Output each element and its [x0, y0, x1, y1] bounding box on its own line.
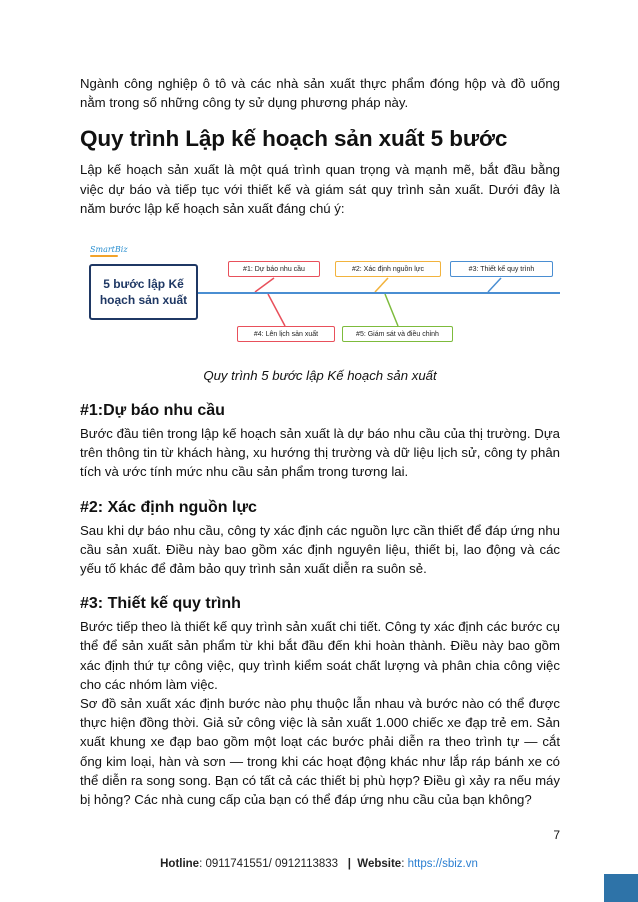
footer-hotline-value: : 0911741551/ 0912113833: [199, 858, 339, 870]
footer-website-link[interactable]: https://sbiz.vn: [407, 858, 478, 870]
footer-hotline-label: Hotline: [160, 858, 200, 870]
section-2-paragraph: Sau khi dự báo nhu cầu, công ty xác định các nguồn lực cần thiết để đáp ứng nhu cầu sản xuất. Điều này bao gồm xác định nguyên liệu, thiết bị, lao động và các yếu tố khác để đảm bảo quy trình sản xuất diễn ra suôn sẻ.: [80, 522, 560, 577]
process-diagram: [80, 241, 560, 347]
figure-caption: Quy trình 5 bước lập Kế hoạch sản xuất: [203, 368, 437, 384]
page-number: 7: [553, 828, 560, 842]
connector-3: [488, 278, 501, 292]
brand-logo: SmartBiz: [90, 245, 128, 255]
intro-paragraph: Ngành công nghiệp ô tô và các nhà sản xuất thực phẩm đóng hộp và đồ uống nằm trong số những công ty sử dụng phương pháp này.: [80, 76, 560, 111]
section-1-paragraph: Bước đầu tiên trong lập kế hoạch sản xuất là dự báo nhu cầu của thị trường. Dựa trên thông tin từ khách hàng, xu hướng thị trường và dữ liệu lịch sử, công ty phân tích và ước tính mức nhu cầu sản phẩm trong tương lai.: [80, 426, 560, 480]
section-3-paragraph-2: Sơ đồ sản xuất xác định bước nào phụ thuộc lẫn nhau và bước nào có thể được thực hiện đồng thời. Giả sử công việc là sản xuất 1.000 chiếc xe đạp trẻ em. Sản xuất khung xe đạp bao gồm một loạt các bước phải diễn ra theo trình tự — cắt ống kim loại, hàn và sơn — trong khi các hoạt động khác như lắp ráp bánh xe có thể diễn ra song song. Bạn có tất cả các thiết bị phù hợp? Điều gì xảy ra nếu máy bị hỏng? Các nhà cung cấp của bạn có thể đáp ứng nhu cầu của bạn không?: [80, 696, 560, 808]
section-3-heading: #3: Thiết kế quy trình: [80, 595, 241, 613]
footer-website-label: Website: [357, 858, 402, 870]
step-5-box: #5: Giám sát và điều chỉnh: [342, 326, 453, 342]
section-1-heading: #1:Dự báo nhu cầu: [80, 402, 225, 420]
connector-5: [385, 294, 398, 326]
step-4-box: #4: Lên lịch sản xuất: [237, 326, 335, 342]
section-title: Quy trình Lập kế hoạch sản xuất 5 bước: [80, 126, 508, 152]
connector-1: [255, 278, 274, 292]
lead-paragraph: Lập kế hoạch sản xuất là một quá trình quan trọng và mạnh mẽ, bắt đầu bằng việc dự báo và tiếp tục với thiết kế và giám sát quy trình sản xuất. Dưới đây là năm bước lập kế hoạch sản xuất đáng chú ý:: [80, 162, 560, 216]
section-3-paragraph-1: Bước tiếp theo là thiết kế quy trình sản xuất chi tiết. Công ty xác định các bước cụ thể để sản xuất sản phẩm từ khi bắt đầu đến khi hoàn thành. Điều này bao gồm xác định thứ tự công việc, quy trình kiểm soát chất lượng và phân chia công việc cho các nhóm làm việc.: [80, 619, 560, 692]
footer-website-colon: :: [401, 858, 408, 870]
footer-separator: |: [347, 858, 351, 870]
step-3-box: #3: Thiết kế quy trình: [450, 261, 553, 277]
timeline-line: [198, 292, 560, 294]
connector-2: [375, 278, 388, 292]
diagram-title: 5 bước lập Kế hoạch sản xuất: [99, 277, 188, 308]
page-footer: [0, 858, 638, 870]
corner-accent: [604, 874, 638, 902]
step-2-box: #2: Xác định nguồn lực: [335, 261, 441, 277]
diagram-title-box: [89, 264, 198, 320]
step-1-box: #1: Dự báo nhu cầu: [228, 261, 320, 277]
connector-4: [268, 294, 285, 326]
section-2-heading: #2: Xác định nguồn lực: [80, 498, 257, 516]
page-content: [80, 74, 560, 809]
